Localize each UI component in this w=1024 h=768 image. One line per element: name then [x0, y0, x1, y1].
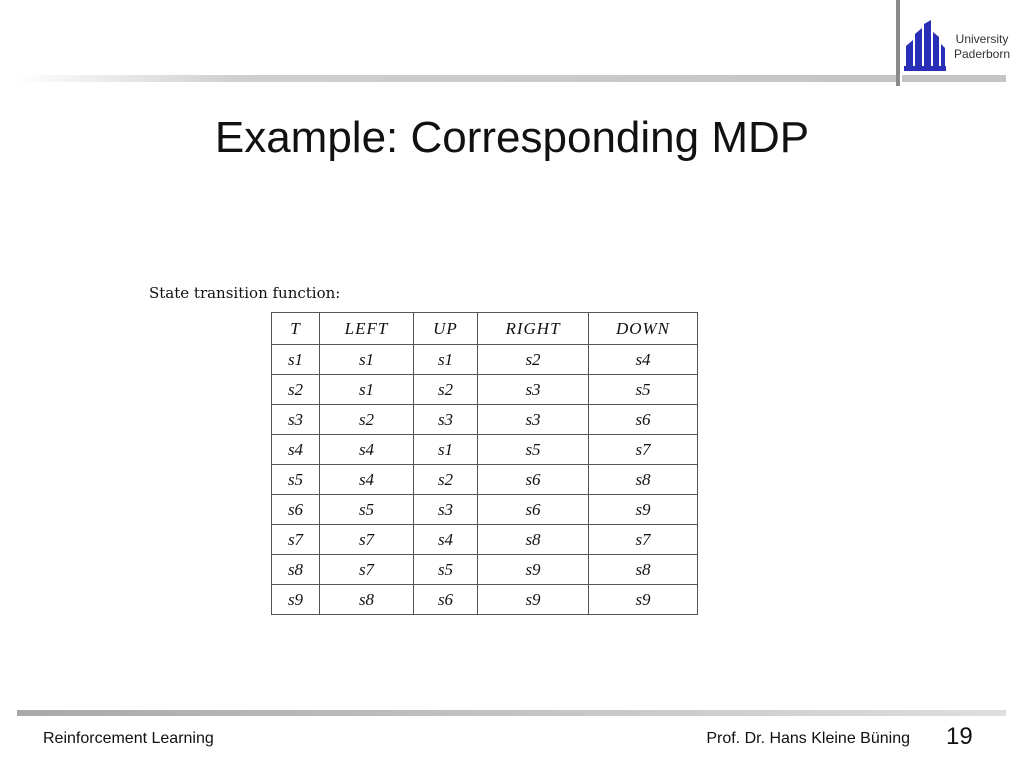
table-cell: s4 — [272, 435, 320, 465]
table-cell: s4 — [589, 345, 698, 375]
table-cell: s3 — [414, 495, 478, 525]
table-cell: s1 — [320, 345, 414, 375]
slide-title: Example: Corresponding MDP — [214, 113, 810, 162]
table-cell: s8 — [478, 525, 589, 555]
table-cell: s6 — [272, 495, 320, 525]
table-cell: s8 — [589, 465, 698, 495]
table-cell: s4 — [414, 525, 478, 555]
table-row — [272, 585, 698, 615]
table-cell: s2 — [478, 345, 589, 375]
table-row — [272, 555, 698, 585]
university-name — [950, 32, 1014, 62]
table-cell: s2 — [320, 405, 414, 435]
university-logo-icon — [904, 20, 946, 72]
table-cell: s8 — [272, 555, 320, 585]
table-header-cell: T — [272, 313, 320, 345]
header-divider — [14, 75, 898, 82]
footer-divider — [17, 710, 1006, 716]
table-cell: s6 — [478, 495, 589, 525]
footer-course: Reinforcement Learning — [43, 730, 214, 747]
table-cell: s3 — [478, 375, 589, 405]
logo-line-1: University — [955, 32, 1009, 46]
table-header-cell: LEFT — [320, 313, 414, 345]
table-cell: s2 — [414, 465, 478, 495]
table-cell: s4 — [320, 435, 414, 465]
table-header-cell: RIGHT — [478, 313, 589, 345]
table-cell: s1 — [414, 435, 478, 465]
table-cell: s2 — [272, 375, 320, 405]
table-cell: s9 — [589, 585, 698, 615]
table-row — [272, 345, 698, 375]
table-row — [272, 495, 698, 525]
table-cell: s8 — [320, 585, 414, 615]
table-header-row — [272, 313, 698, 345]
table-cell: s1 — [320, 375, 414, 405]
table-cell: s5 — [589, 375, 698, 405]
table-cell: s5 — [414, 555, 478, 585]
table-row — [272, 465, 698, 495]
table-cell: s6 — [414, 585, 478, 615]
table-cell: s3 — [414, 405, 478, 435]
logo-separator — [896, 0, 900, 86]
header-divider-right — [902, 75, 1006, 82]
footer-author: Prof. Dr. Hans Kleine Büning — [706, 730, 910, 747]
table-cell: s9 — [478, 555, 589, 585]
table-cell: s7 — [320, 555, 414, 585]
table-cell: s5 — [272, 465, 320, 495]
page-number: 19 — [946, 723, 973, 750]
table-cell: s6 — [589, 405, 698, 435]
table-cell: s6 — [478, 465, 589, 495]
table-cell: s5 — [320, 495, 414, 525]
table-cell: s3 — [478, 405, 589, 435]
table-cell: s7 — [589, 525, 698, 555]
table-cell: s1 — [414, 345, 478, 375]
table-cell: s7 — [272, 525, 320, 555]
table-header-cell: UP — [414, 313, 478, 345]
table-cell: s4 — [320, 465, 414, 495]
table-row — [272, 405, 698, 435]
logo-line-2: Paderborn — [953, 47, 1011, 61]
table-row — [272, 435, 698, 465]
table-cell: s1 — [272, 345, 320, 375]
table-cell: s5 — [478, 435, 589, 465]
table-row — [272, 375, 698, 405]
table-row — [272, 525, 698, 555]
table-caption: State transition function: — [149, 284, 341, 302]
table-cell: s2 — [414, 375, 478, 405]
table-header-cell: DOWN — [589, 313, 698, 345]
state-transition-table — [271, 312, 698, 615]
table-cell: s8 — [589, 555, 698, 585]
table-cell: s7 — [320, 525, 414, 555]
table-cell: s9 — [589, 495, 698, 525]
table-cell: s7 — [589, 435, 698, 465]
table-cell: s9 — [272, 585, 320, 615]
table-cell: s9 — [478, 585, 589, 615]
table-cell: s3 — [272, 405, 320, 435]
